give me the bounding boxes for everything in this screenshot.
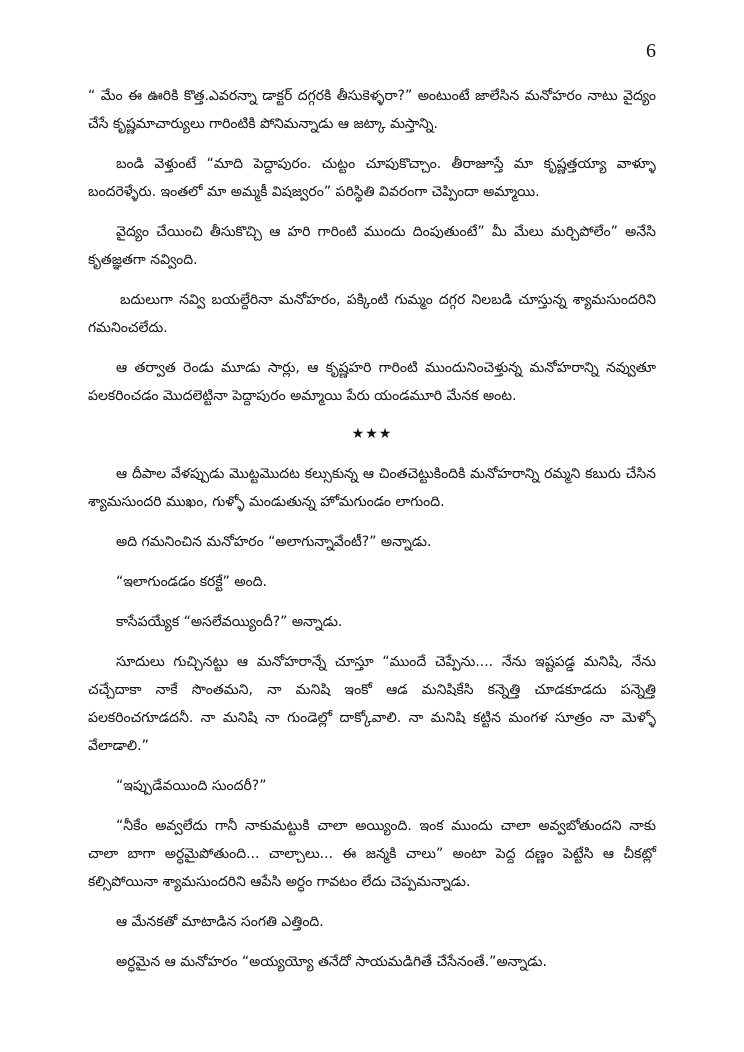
- paragraph: “ మేం ఈ ఊరికి కొత్త.ఎవరన్నా డాక్టర్ దగ్గరకి తీసుకెళ్ళరా?” అంటుంటే జాలేసిన మనోహరం నాటు వైద్యం చేసే కృష్ణమాచార్యులు గారింటికి పోనిమన్నాడు ఆ జట్కా మస్తాన్ని.: [88, 88, 656, 132]
- paragraph: ఆ మేనకతో మాటాడిన సంగతి ఎత్తింది.: [116, 914, 324, 930]
- paragraph: అది గమనించిన మనోహరం “అలాగున్నావేంటీ?” అన్నాడు.: [116, 534, 432, 550]
- paragraph: వైద్యం చేయించి తీసుకొచ్చి ఆ హరి గారింటి ముందు దింపుతుంటే” మీ మేలు మర్చిపోలేం” అనేసి కృతజ్ఞతగా నవ్వింది.: [88, 224, 656, 268]
- page-body: [88, 82, 656, 976]
- paragraph: “ఇప్పుడేవయింది సుందరీ?”: [116, 778, 267, 794]
- paragraph: ఆ తర్వాత రెండు మూడు సార్లు, ఆ కృష్ణహరి గారింటి ముందునించెళ్తున్న మనోహరాన్ని నవ్వుతూ పలకరించడం మొదలెట్టినా పెద్దాపురం అమ్మాయి పేరు యండమూరి మేనక అంట.: [88, 360, 656, 404]
- paragraph: “ఇలాగుండడం కరక్టే” అంది.: [116, 574, 267, 590]
- page-number: 6: [646, 40, 656, 62]
- paragraph: బదులుగా నవ్వి బయల్దేరినా మనోహరం, పక్కింటి గుమ్మం దగ్గర నిలబడి చూస్తున్న శ్యామసుందరిని గమనించలేదు.: [88, 292, 656, 336]
- paragraph: బండి వెళ్తుంటే “మాది పెద్దాపురం. చుట్టం చూపుకొచ్చాం. తీరాజూస్తే మా కృష్ణత్తయ్యా వాళ్ళూ బందరెళ్ళేరు. ఇంతలో మా అమ్మకీ విషజ్వరం” పరిస్థితి వివరంగా చెప్పిందా అమ్మాయి.: [88, 156, 656, 200]
- paragraph: అర్ధమైన ఆ మనోహరం “అయ్యయ్యో తనేదో సాయమడిగితే చేసేనంతే.”అన్నాడు.: [116, 954, 547, 970]
- paragraph: “నీకేం అవ్వలేదు గానీ నాకుమట్టుకి చాలా అయ్యింది. ఇంక ముందు చాలా అవ్వబోతుందని నాకు చాలా బాగా అర్ధమైపోతుంది... చాల్చాలు... ఈ జన్మకి చాలు” అంటా పెద్ద దణ్ణం పెట్టేసి ఆ చీకట్లో కల్సిపోయినా శ్యామసుందరిని ఆపేసి అర్ధం గావటం లేదు చెప్పమన్నాడు.: [88, 818, 656, 890]
- paragraph: ఆ దీపాల వేళప్పుడు మొట్టమొదట కల్సుకున్న ఆ చింతచెట్టుకిందికి మనోహరాన్ని రమ్మని కబురు చేసిన శ్యామసుందరి ముఖం, గుళ్ళో మండుతున్న హోమగుండం లాగుంది.: [88, 466, 656, 510]
- paragraph: కాసేపయ్యేక “అసలేవయ్యిందీ?” అన్నాడు.: [116, 614, 343, 630]
- paragraph: సూదులు గుచ్చినట్టు ఆ మనోహరాన్నే చూస్తూ “ముందే చెప్పేను.... నేను ఇష్టపడ్డ మనిషి, నేను చచ్చేదాకా నాకే సొంతమని, నా మనిషి ఇంకో ఆడ మనిషికేసి కన్నెత్తి చూడకూడదు పన్నెత్తి పలకరించగూడదనీ. నా మనిషి నా గుండెల్లో దాక్కోవాలి. నా మనిషి కట్టిన మంగళ సూత్రం నా మెళ్ళో వేలాడాలి.”: [88, 654, 656, 754]
- section-separator: ★★★: [351, 426, 393, 442]
